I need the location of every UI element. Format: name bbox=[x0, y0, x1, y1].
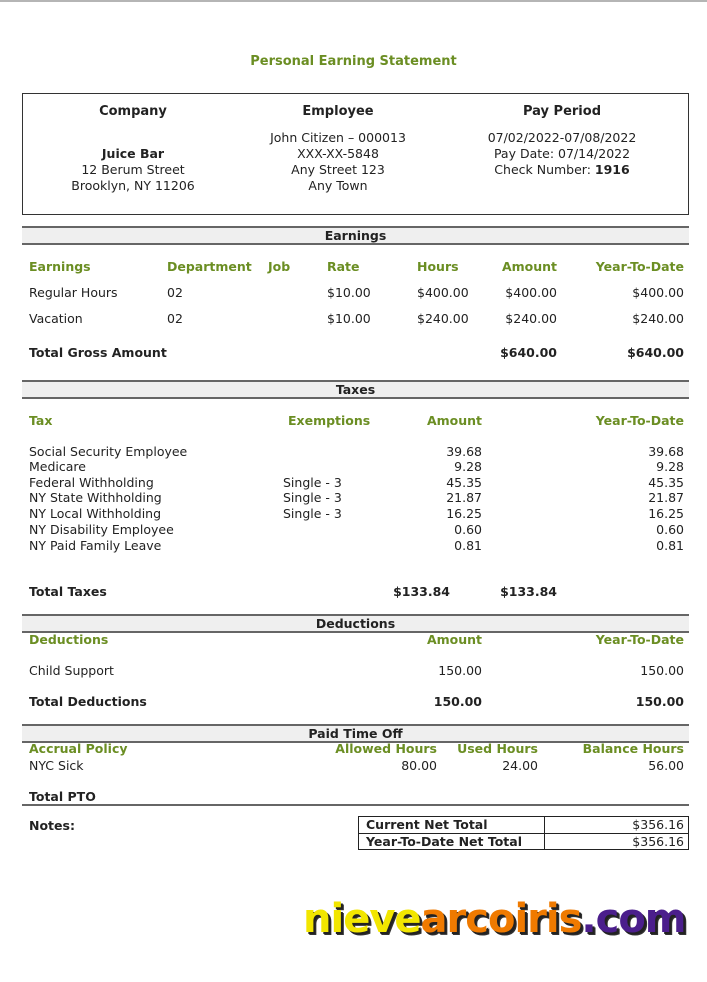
company-address1: 12 Berum Street bbox=[81, 162, 185, 177]
total-taxes-ytd: $133.84 bbox=[500, 584, 557, 599]
pto-section-header: Paid Time Off bbox=[22, 724, 689, 743]
col-amount: Amount bbox=[501, 259, 557, 274]
tax-amount: 0.60 bbox=[454, 522, 482, 537]
check-number-line bbox=[471, 162, 653, 178]
col-balance-hours: Balance Hours bbox=[582, 741, 684, 756]
tax-name: NY Local Withholding bbox=[29, 506, 162, 521]
earning-ytd: $400.00 bbox=[632, 285, 684, 300]
earning-department: 02 bbox=[167, 311, 183, 326]
total-deductions-ytd: 150.00 bbox=[635, 694, 684, 709]
header-info-box bbox=[22, 93, 689, 215]
employee-address2: Any Town bbox=[308, 178, 368, 193]
col-deduction-ytd: Year-To-Date bbox=[595, 632, 684, 647]
pto-balance: 56.00 bbox=[648, 758, 684, 773]
col-rate: Rate bbox=[327, 259, 360, 274]
earning-amount: $400.00 bbox=[505, 285, 557, 300]
employee-name-id: John Citizen – 000013 bbox=[270, 130, 406, 145]
tax-amount: 21.87 bbox=[446, 490, 482, 505]
tax-ytd: 21.87 bbox=[648, 490, 684, 505]
total-taxes-label: Total Taxes bbox=[29, 584, 107, 599]
deduction-amount: 150.00 bbox=[438, 663, 482, 678]
watermark-part-com: .com bbox=[581, 896, 686, 942]
tax-name: Federal Withholding bbox=[29, 475, 154, 490]
total-deductions-label: Total Deductions bbox=[29, 694, 147, 709]
col-used-hours: Used Hours bbox=[457, 741, 538, 756]
watermark-logo bbox=[303, 896, 685, 942]
notes-label: Notes: bbox=[29, 818, 75, 833]
col-tax-amount: Amount bbox=[426, 413, 482, 428]
tax-exemptions: Single - 3 bbox=[283, 506, 342, 521]
tax-amount: 9.28 bbox=[454, 459, 482, 474]
tax-name: Social Security Employee bbox=[29, 444, 188, 459]
pto-bottom-rule bbox=[22, 804, 689, 806]
tax-exemptions: Single - 3 bbox=[283, 475, 342, 490]
earning-name: Vacation bbox=[29, 311, 83, 326]
col-hours: Hours bbox=[417, 259, 459, 274]
earning-amount: $240.00 bbox=[505, 311, 557, 326]
earning-rate: $10.00 bbox=[327, 311, 371, 326]
company-block bbox=[53, 94, 213, 194]
pay-date: Pay Date: 07/14/2022 bbox=[493, 146, 631, 161]
tax-amount: 39.68 bbox=[446, 444, 482, 459]
current-net-value: $356.16 bbox=[632, 817, 684, 832]
col-department: Department bbox=[167, 259, 252, 274]
col-earnings: Earnings bbox=[29, 259, 91, 274]
watermark-part-arcoiris: arcoiris bbox=[420, 896, 582, 942]
employee-block bbox=[253, 94, 423, 194]
company-name: Juice Bar bbox=[101, 146, 165, 161]
ytd-net-label: Year-To-Date Net Total bbox=[359, 834, 545, 850]
pay-period-label: Pay Period bbox=[523, 104, 601, 119]
pto-allowed: 80.00 bbox=[401, 758, 437, 773]
total-gross-ytd: $640.00 bbox=[627, 345, 684, 360]
col-job: Job bbox=[268, 259, 291, 274]
tax-name: Medicare bbox=[29, 459, 86, 474]
earning-ytd: $240.00 bbox=[632, 311, 684, 326]
earning-rate: $10.00 bbox=[327, 285, 371, 300]
earning-name: Regular Hours bbox=[29, 285, 118, 300]
tax-name: NY State Withholding bbox=[29, 490, 162, 505]
net-totals-box bbox=[358, 816, 689, 850]
total-gross-amount: $640.00 bbox=[500, 345, 557, 360]
tax-ytd: 16.25 bbox=[648, 506, 684, 521]
earning-hours: $240.00 bbox=[417, 311, 469, 326]
top-border bbox=[0, 0, 707, 2]
ytd-net-value: $356.16 bbox=[632, 834, 684, 849]
col-tax-ytd: Year-To-Date bbox=[595, 413, 684, 428]
document-title: Personal Earning Statement bbox=[250, 54, 457, 69]
tax-amount: 45.35 bbox=[446, 475, 482, 490]
col-allowed-hours: Allowed Hours bbox=[335, 741, 437, 756]
col-tax: Tax bbox=[29, 413, 53, 428]
deduction-ytd: 150.00 bbox=[640, 663, 684, 678]
ytd-net-row bbox=[359, 833, 688, 849]
current-net-row bbox=[359, 817, 688, 833]
employee-ssn: XXX-XX-5848 bbox=[297, 146, 379, 161]
tax-ytd: 0.60 bbox=[656, 522, 684, 537]
col-exemptions: Exemptions bbox=[288, 413, 371, 428]
col-deduction-amount: Amount bbox=[426, 632, 482, 647]
current-net-label: Current Net Total bbox=[359, 817, 545, 833]
tax-name: NY Disability Employee bbox=[29, 522, 174, 537]
check-number: 1916 bbox=[594, 162, 630, 177]
col-ytd: Year-To-Date bbox=[595, 259, 684, 274]
tax-exemptions: Single - 3 bbox=[283, 490, 342, 505]
earnings-section-header: Earnings bbox=[22, 226, 689, 245]
total-deductions-amount: 150.00 bbox=[433, 694, 482, 709]
pto-used: 24.00 bbox=[502, 758, 538, 773]
company-label: Company bbox=[99, 104, 167, 119]
tax-ytd: 0.81 bbox=[656, 538, 684, 553]
col-deductions: Deductions bbox=[29, 632, 109, 647]
total-taxes-amount: $133.84 bbox=[393, 584, 450, 599]
deduction-name: Child Support bbox=[29, 663, 114, 678]
watermark-part-nieve: nieve bbox=[303, 896, 421, 942]
earning-department: 02 bbox=[167, 285, 183, 300]
deductions-section-header: Deductions bbox=[22, 614, 689, 633]
earning-hours: $400.00 bbox=[417, 285, 469, 300]
pay-period-block bbox=[471, 94, 653, 178]
taxes-section-header: Taxes bbox=[22, 380, 689, 399]
employee-label: Employee bbox=[302, 104, 374, 119]
tax-amount: 16.25 bbox=[446, 506, 482, 521]
tax-ytd: 45.35 bbox=[648, 475, 684, 490]
col-accrual-policy: Accrual Policy bbox=[29, 741, 128, 756]
employee-address1: Any Street 123 bbox=[291, 162, 385, 177]
tax-name: NY Paid Family Leave bbox=[29, 538, 162, 553]
tax-amount: 0.81 bbox=[454, 538, 482, 553]
pay-period-range: 07/02/2022-07/08/2022 bbox=[487, 130, 637, 145]
pto-policy: NYC Sick bbox=[29, 758, 84, 773]
company-address2: Brooklyn, NY 11206 bbox=[71, 178, 195, 193]
total-gross-label: Total Gross Amount bbox=[29, 345, 167, 360]
total-pto-label: Total PTO bbox=[29, 789, 96, 804]
tax-ytd: 9.28 bbox=[656, 459, 684, 474]
tax-ytd: 39.68 bbox=[648, 444, 684, 459]
check-number-label: Check Number: bbox=[494, 162, 595, 177]
